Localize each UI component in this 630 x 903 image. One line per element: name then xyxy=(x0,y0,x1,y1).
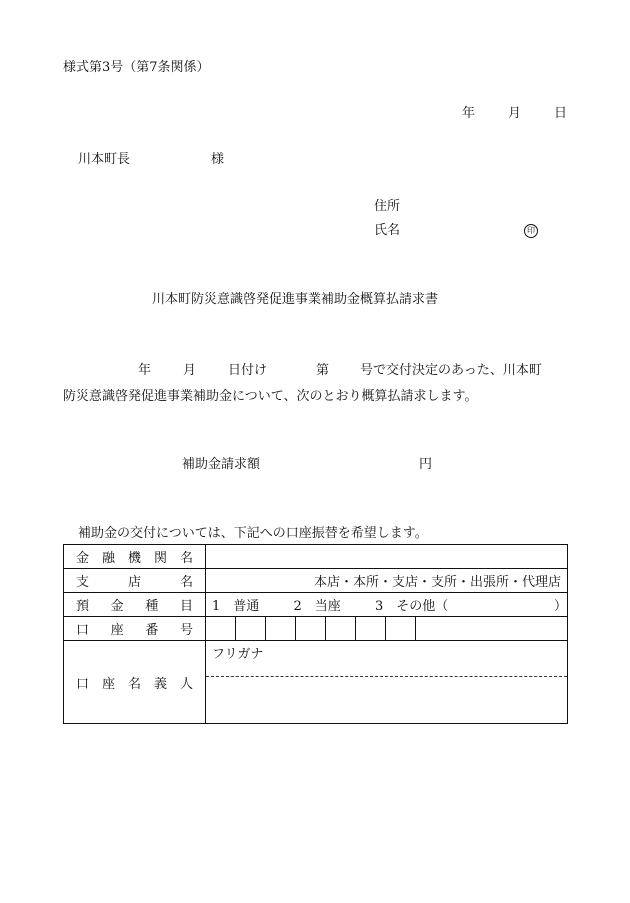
body-line1-rest: 号で交付決定のあった、川本町 xyxy=(360,363,542,378)
account-digit-box[interactable] xyxy=(296,617,326,640)
institution-label: 金融機関名 xyxy=(64,545,206,569)
account-holder-label: 口座名義人 xyxy=(64,641,206,724)
request-paragraph xyxy=(63,358,569,410)
account-number-label: 口座番号 xyxy=(64,617,206,641)
account-digit-box[interactable] xyxy=(266,617,296,640)
body-month-label: 月 xyxy=(183,363,197,378)
date-day-label: 日 xyxy=(554,106,568,121)
date-month-label: 月 xyxy=(508,106,522,121)
account-digit-box[interactable] xyxy=(206,617,236,640)
addressee-name: 川本町長 xyxy=(78,152,131,167)
account-number-field[interactable] xyxy=(206,617,568,641)
furigana-label: フリガナ xyxy=(212,647,264,662)
deposit-type-other[interactable]: 3 その他（ xyxy=(375,599,449,614)
document-title: 川本町防災意識啓発促進事業補助金概算払請求書 xyxy=(152,292,439,307)
body-year-label: 年 xyxy=(138,363,152,378)
branch-label: 支店名 xyxy=(64,569,206,593)
seal-icon: 印 xyxy=(524,224,538,238)
branch-options: 本店・本所・支店・支所・出張所・代理店 xyxy=(313,575,561,590)
account-digit-box[interactable] xyxy=(236,617,266,640)
branch-field[interactable] xyxy=(206,569,568,593)
account-digit-box[interactable] xyxy=(356,617,386,640)
deposit-type-other-close: ） xyxy=(553,599,567,614)
address-label: 住所 xyxy=(374,199,401,214)
amount-label: 補助金請求額 xyxy=(182,457,261,472)
account-holder-name-row[interactable] xyxy=(206,677,567,721)
account-digit-box[interactable] xyxy=(386,617,416,640)
account-digit-box[interactable] xyxy=(326,617,356,640)
deposit-type-field[interactable] xyxy=(206,593,568,617)
body-date-suffix: 日付け xyxy=(228,363,268,378)
deposit-type-current[interactable]: 2 当座 xyxy=(293,599,341,614)
body-line2: 防災意識啓発促進事業補助金について、次のとおり概算払請求します。 xyxy=(63,389,478,404)
addressee-suffix: 様 xyxy=(211,152,225,167)
deposit-type-label: 預金種目 xyxy=(64,593,206,617)
deposit-type-ordinary[interactable]: 1 普通 xyxy=(212,599,260,614)
account-holder-field[interactable] xyxy=(206,641,568,724)
name-label: 氏名 xyxy=(374,223,401,238)
bank-account-table xyxy=(63,544,568,724)
transfer-note: 補助金の交付については、下記への口座振替を希望します。 xyxy=(78,526,428,541)
institution-field[interactable] xyxy=(206,545,568,569)
amount-unit: 円 xyxy=(419,457,433,472)
body-no-prefix: 第 xyxy=(316,363,330,378)
date-year-label: 年 xyxy=(462,106,476,121)
form-number: 様式第3号（第7条関係） xyxy=(63,60,210,75)
furigana-row[interactable] xyxy=(206,641,567,677)
